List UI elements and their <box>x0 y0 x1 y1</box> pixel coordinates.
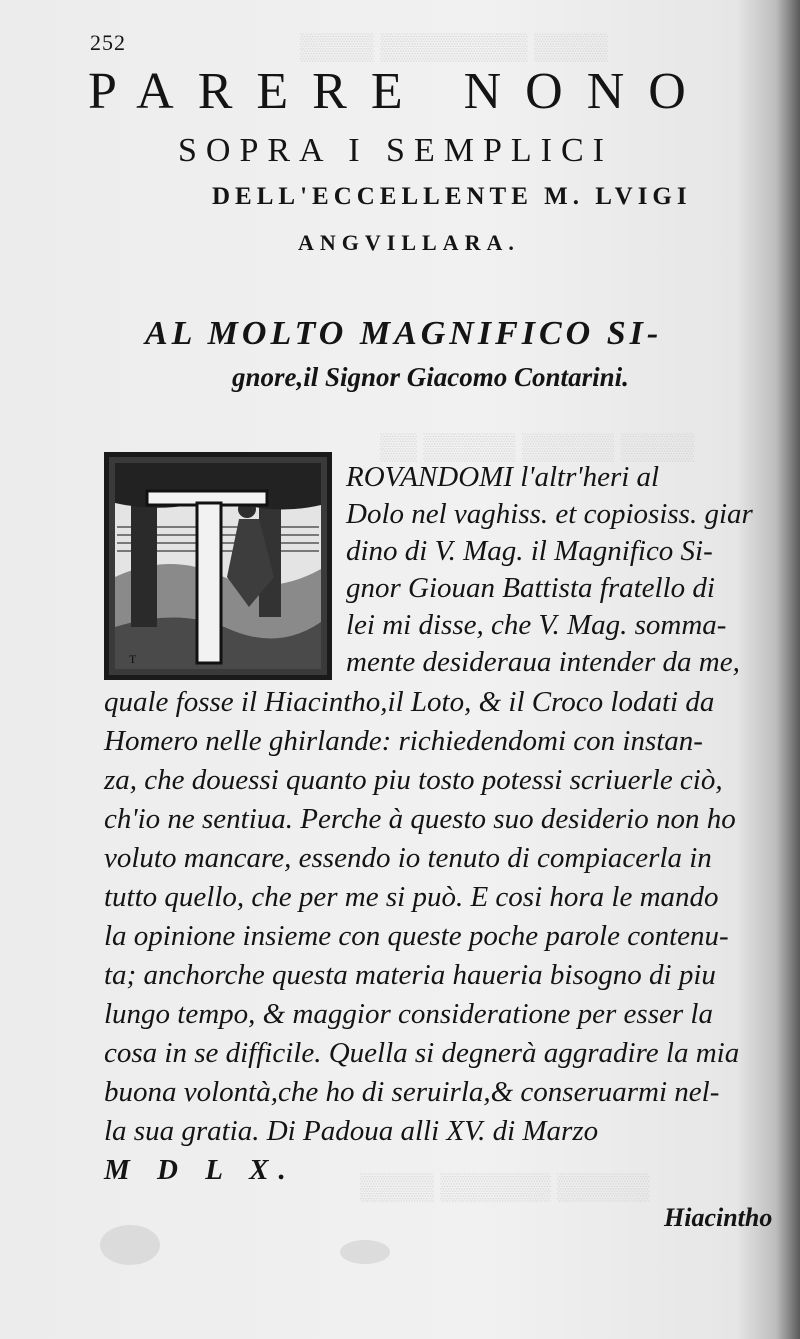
subtitle: SOPRA I SEMPLICI <box>178 132 613 169</box>
woodcut-illustration <box>109 457 327 675</box>
drop-cap-letter: T <box>129 652 137 666</box>
body-line: ROVANDOMI l'altr'heri al <box>346 461 660 493</box>
show-through-text: ▒▒▒▒ ▒▒▒▒▒▒▒▒ ▒▒▒▒ <box>300 32 608 61</box>
catchword: Hiacintho <box>664 1203 773 1232</box>
page-title: PARERE NONO <box>88 63 710 120</box>
body-line: Dolo nel vaghiss. et copiosiss. giar <box>346 498 753 530</box>
show-through-text: ▒▒▒▒ ▒▒▒▒▒ ▒▒▒▒▒ ▒▒ <box>380 432 695 461</box>
body-line: la sua gratia. Di Padoua alli XV. di Marzo <box>104 1115 599 1147</box>
drop-cap-initial <box>104 452 332 680</box>
body-line: Homero nelle ghirlande: richiedendomi con instan- <box>104 725 703 757</box>
body-line: quale fosse il Hiacintho,il Loto, & il Croco lodati da <box>104 686 715 718</box>
body-line: buona volontà,che ho di seruirla,& conseruarmi nel- <box>104 1076 720 1108</box>
subtitle-name: ANGVILLARA. <box>298 230 520 255</box>
body-line: gnor Giouan Battista fratello di <box>346 572 715 604</box>
dedication-line-2: gnore,il Signor Giacomo Contarini. <box>232 362 629 392</box>
body-line: za, che douessi quanto piu tosto potessi scriuerle ciò, <box>104 764 723 796</box>
body-line: ch'io ne sentiua. Perche à questo suo desiderio non ho <box>104 803 736 835</box>
page-number: 252 <box>90 30 126 55</box>
subtitle-author: DELL'ECCELLENTE M. LVIGI <box>212 183 692 210</box>
body-line: lungo tempo, & maggior consideratione per esser la <box>104 998 713 1030</box>
show-through-text: ▒▒▒▒▒ ▒▒▒▒▒▒ ▒▒▒▒ <box>360 1172 650 1201</box>
body-line: mente desideraua intender da me, <box>346 646 740 678</box>
stain <box>340 1240 390 1264</box>
body-line: voluto mancare, essendo io tenuto di compiacerla in <box>104 842 712 874</box>
dedication-line-1: AL MOLTO MAGNIFICO SI- <box>145 315 663 352</box>
stain <box>100 1225 160 1265</box>
body-line: tutto quello, che per me si può. E cosi hora le mando <box>104 881 719 913</box>
body-line: la opinione insieme con queste poche parole contenu- <box>104 920 729 952</box>
body-line: cosa in se difficile. Quella si degnerà aggradire la mia <box>104 1037 740 1069</box>
body-line: M D L X. <box>104 1154 296 1186</box>
body-line: lei mi disse, che V. Mag. somma- <box>346 609 727 641</box>
body-line: ta; anchorche questa materia haueria bisogno di piu <box>104 959 716 991</box>
body-line: dino di V. Mag. il Magnifico Si- <box>346 535 713 567</box>
